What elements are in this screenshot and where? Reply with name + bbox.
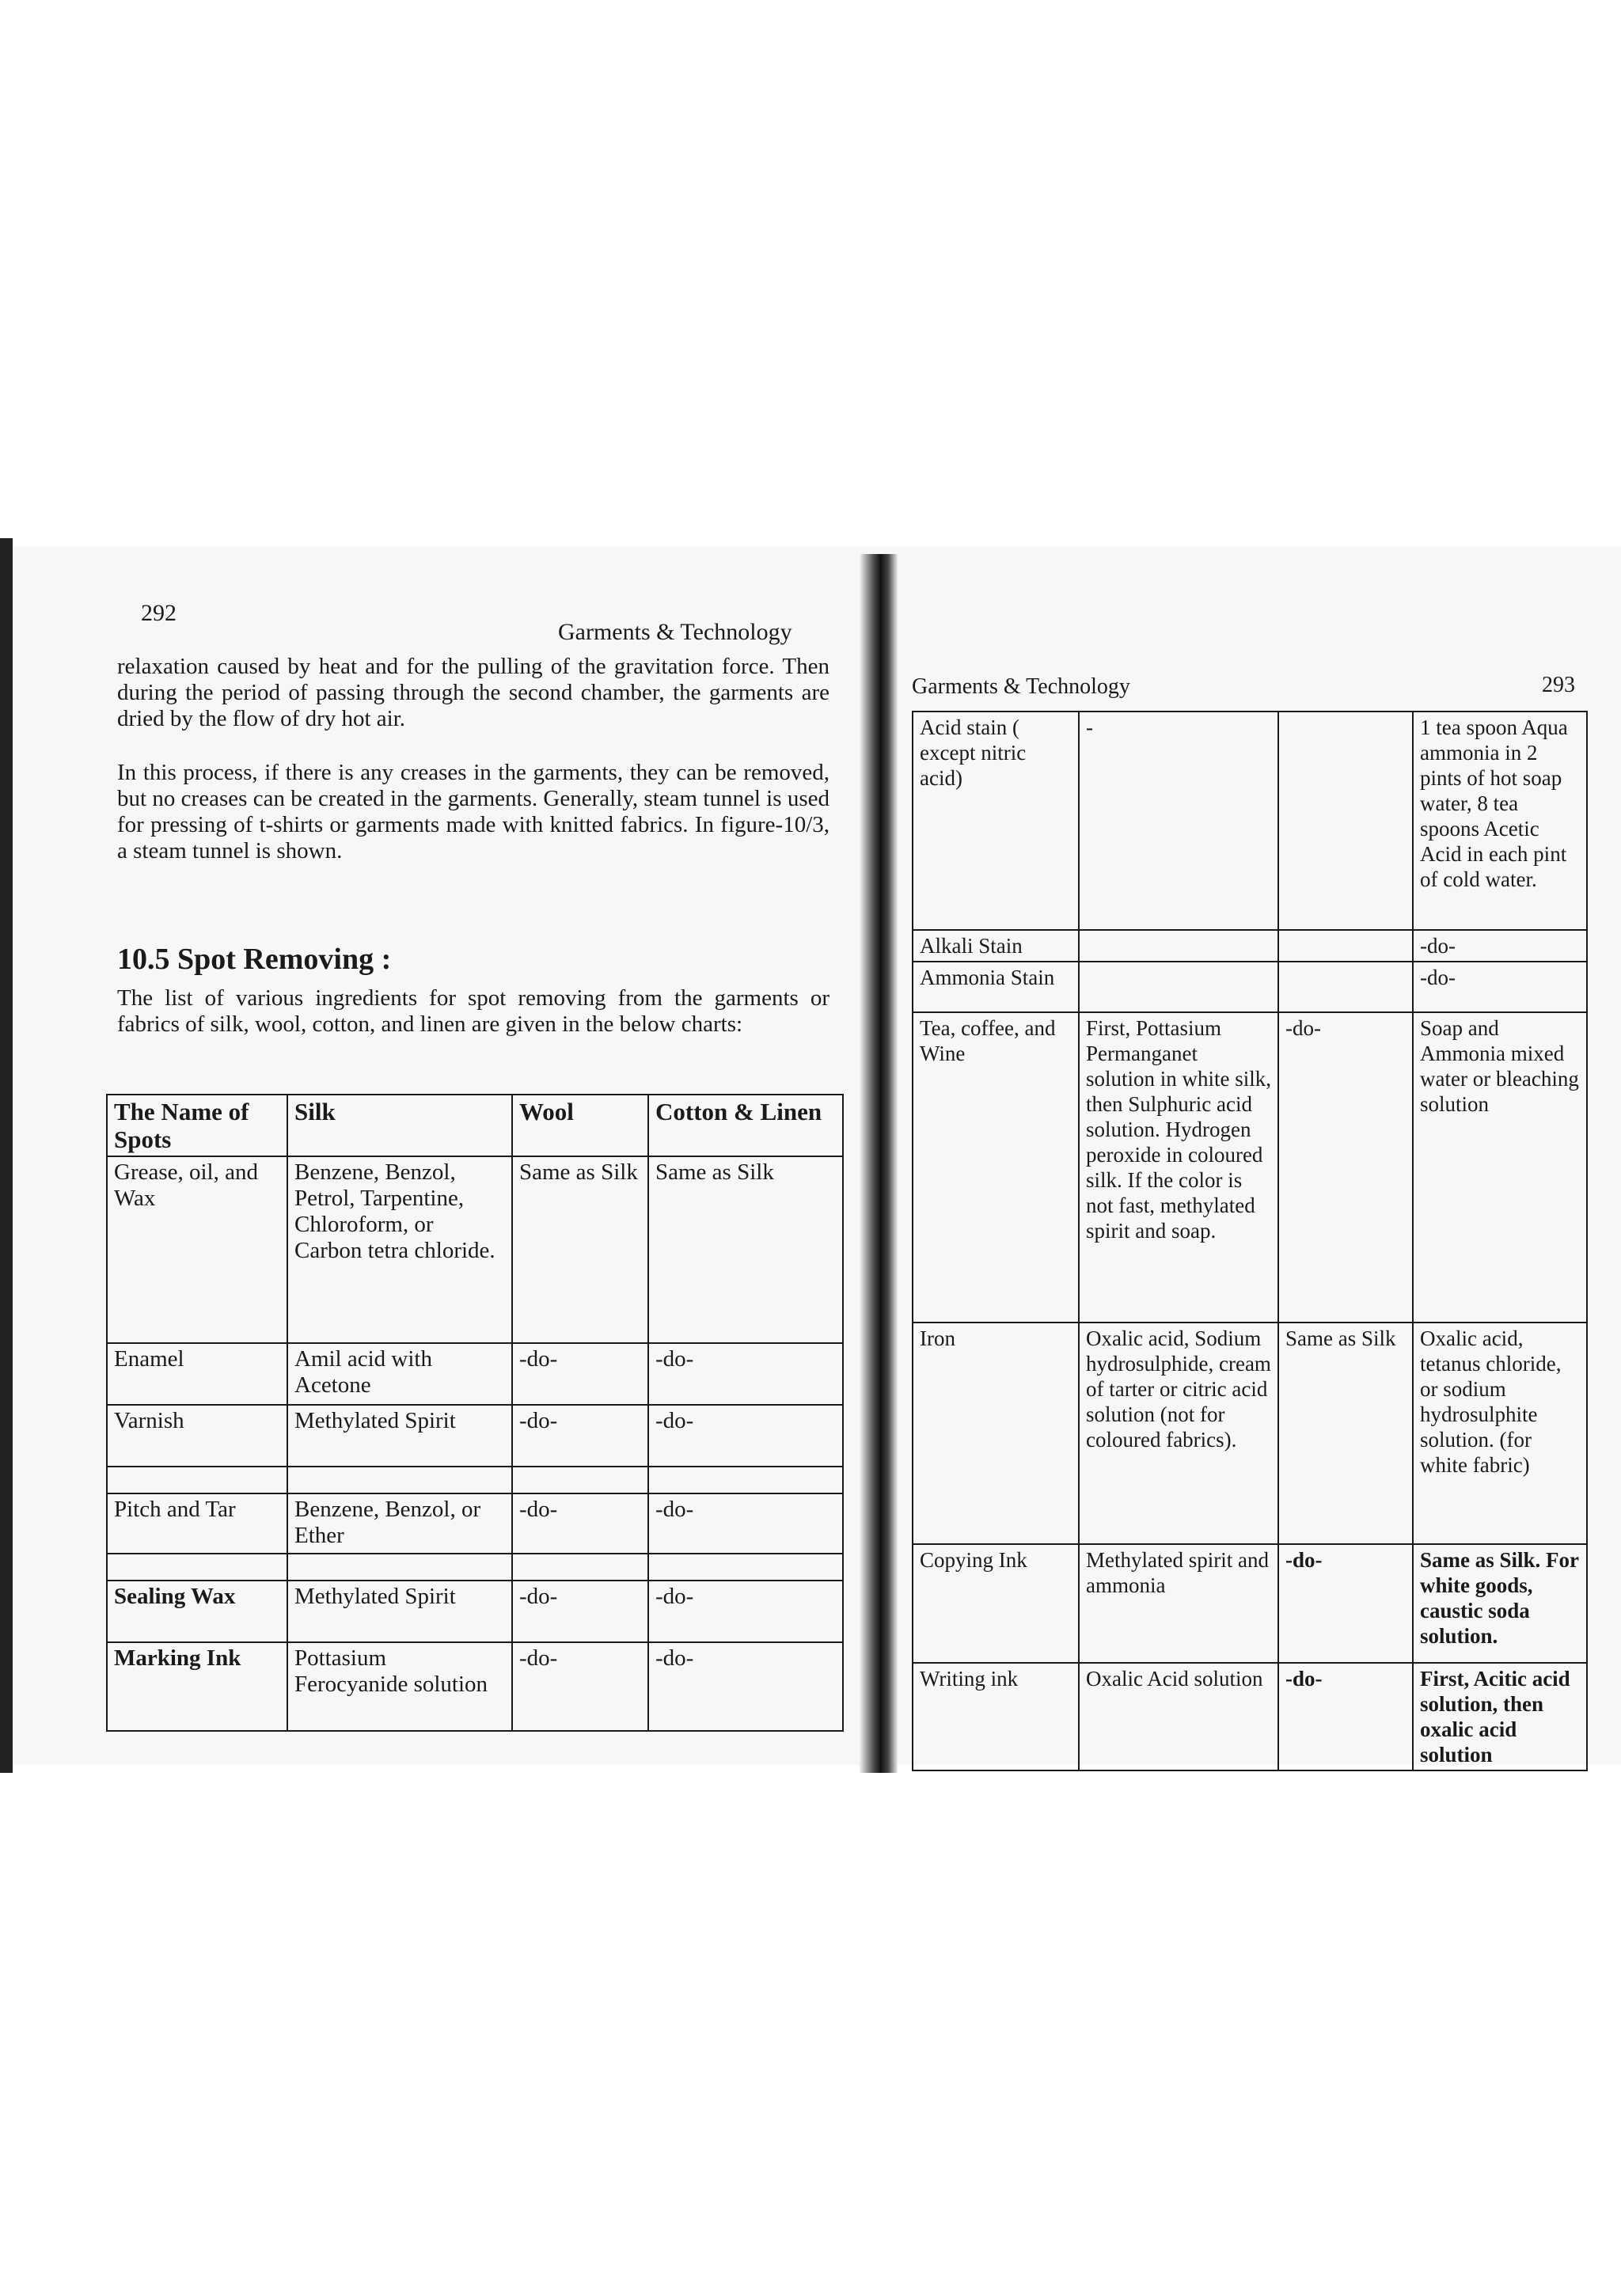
table-row	[913, 712, 1587, 930]
spot-name-cell: Copying Ink	[913, 1544, 1079, 1663]
cotton-remedy-cell: -do-	[648, 1642, 843, 1731]
cotton-remedy-cell: -do-	[1413, 962, 1587, 1012]
wool-remedy-cell: -do-	[1278, 1544, 1413, 1663]
silk-remedy-cell: Oxalic acid, Sodium hydrosulphide, cream of tarter or citric acid solution (not for coloured fabrics).	[1079, 1323, 1278, 1544]
wool-remedy-cell	[1278, 962, 1413, 1012]
cotton-remedy-cell: 1 tea spoon Aqua ammonia in 2 pints of hot soap water, 8 tea spoons Acetic Acid in each pint of cold water.	[1413, 712, 1587, 930]
table-row	[107, 1581, 843, 1642]
header-cotton-linen: Cotton & Linen	[648, 1095, 843, 1156]
cotton-remedy-cell: Same as Silk	[648, 1156, 843, 1343]
silk-remedy-cell: First, Pottasium Permanganet solution in white silk, then Sulphuric acid solution. Hydrogen peroxide in coloured silk. If the color is not fast, methylated spirit and soap.	[1079, 1012, 1278, 1323]
silk-remedy-cell	[1079, 930, 1278, 962]
spot-name-cell: Enamel	[107, 1343, 287, 1405]
table-row	[107, 1642, 843, 1731]
book-gutter	[860, 554, 898, 1773]
wool-remedy-cell: Same as Silk	[1278, 1323, 1413, 1544]
spot-name-cell: Acid stain ( except nitric acid)	[913, 712, 1079, 930]
spot-name-cell: Iron	[913, 1323, 1079, 1544]
silk-remedy-cell: Oxalic Acid solution	[1079, 1663, 1278, 1770]
table-row	[913, 1012, 1587, 1323]
spot-name-cell: Pitch and Tar	[107, 1493, 287, 1554]
cotton-remedy-cell: -do-	[648, 1493, 843, 1554]
wool-remedy-cell: -do-	[512, 1343, 648, 1405]
wool-remedy-cell: -do-	[512, 1581, 648, 1642]
cotton-remedy-cell: Soap and Ammonia mixed water or bleaching solution	[1413, 1012, 1587, 1323]
table-row-blank	[107, 1554, 843, 1581]
cotton-remedy-cell: -do-	[1413, 930, 1587, 962]
spot-name-cell: Varnish	[107, 1405, 287, 1467]
silk-remedy-cell: Methylated Spirit	[287, 1581, 512, 1642]
silk-remedy-cell: Benzene, Benzol, or Ether	[287, 1493, 512, 1554]
cotton-remedy-cell	[648, 1467, 843, 1493]
spot-removal-table-left	[106, 1094, 844, 1732]
silk-remedy-cell: -	[1079, 712, 1278, 930]
page-number-right: 293	[1542, 673, 1575, 697]
spot-name-cell: Ammonia Stain	[913, 962, 1079, 1012]
page-number-left: 292	[141, 600, 177, 626]
wool-remedy-cell: Same as Silk	[512, 1156, 648, 1343]
spot-name-cell: Sealing Wax	[107, 1581, 287, 1642]
running-head-left: Garments & Technology	[558, 619, 792, 645]
spot-name-cell: Alkali Stain	[913, 930, 1079, 962]
silk-remedy-cell	[1079, 962, 1278, 1012]
running-head-right: Garments & Technology	[912, 674, 1130, 699]
wool-remedy-cell: -do-	[512, 1642, 648, 1731]
silk-remedy-cell	[287, 1467, 512, 1493]
table-row	[913, 930, 1587, 962]
table-row	[913, 962, 1587, 1012]
table-row	[107, 1405, 843, 1467]
silk-remedy-cell: Methylated spirit and ammonia	[1079, 1544, 1278, 1663]
header-wool: Wool	[512, 1095, 648, 1156]
silk-remedy-cell	[287, 1554, 512, 1581]
spot-name-cell	[107, 1467, 287, 1493]
spot-name-cell	[107, 1554, 287, 1581]
silk-remedy-cell: Amil acid with Acetone	[287, 1343, 512, 1405]
header-spot-name: The Name of Spots	[107, 1095, 287, 1156]
paragraph-2: In this process, if there is any creases in the garments, they can be removed, but no creases can be created in the garments. Generally, steam tunnel is used for pressing of t-shirts or garments made with knitted fabrics. In figure-10/3, a steam tunnel is shown.	[117, 760, 829, 863]
cotton-remedy-cell: Same as Silk. For white goods, caustic soda solution.	[1413, 1544, 1587, 1663]
silk-remedy-cell: Methylated Spirit	[287, 1405, 512, 1467]
wool-remedy-cell: -do-	[1278, 1663, 1413, 1770]
wool-remedy-cell	[1278, 712, 1413, 930]
wool-remedy-cell: -do-	[512, 1493, 648, 1554]
cotton-remedy-cell: -do-	[648, 1405, 843, 1467]
table-row	[913, 1323, 1587, 1544]
wool-remedy-cell: -do-	[512, 1405, 648, 1467]
spot-name-cell: Marking Ink	[107, 1642, 287, 1731]
header-silk: Silk	[287, 1095, 512, 1156]
wool-remedy-cell	[512, 1467, 648, 1493]
cotton-remedy-cell: -do-	[648, 1343, 843, 1405]
table-header-row	[107, 1095, 843, 1156]
cotton-remedy-cell: Oxalic acid, tetanus chloride, or sodium hydrosulphite solution. (for white fabric)	[1413, 1323, 1587, 1544]
cotton-remedy-cell: First, Acitic acid solution, then oxalic acid solution	[1413, 1663, 1587, 1770]
silk-remedy-cell: Benzene, Benzol, Petrol, Tarpentine, Chloroform, or Carbon tetra chloride.	[287, 1156, 512, 1343]
wool-remedy-cell: -do-	[1278, 1012, 1413, 1323]
table-row-blank	[107, 1467, 843, 1493]
paragraph-1: relaxation caused by heat and for the pulling of the gravitation force. Then during the period of passing through the second chamber, the garments are dried by the flow of dry hot air.	[117, 654, 829, 731]
table-row	[107, 1156, 843, 1343]
table-row	[107, 1493, 843, 1554]
page-edge-shadow	[0, 538, 13, 1773]
section-intro: The list of various ingredients for spot removing from the garments or fabrics of silk, wool, cotton, and linen are given in the below charts:	[117, 985, 829, 1037]
spot-name-cell: Tea, coffee, and Wine	[913, 1012, 1079, 1323]
cotton-remedy-cell: -do-	[648, 1581, 843, 1642]
spot-removal-table-right	[912, 711, 1588, 1771]
spot-name-cell: Grease, oil, and Wax	[107, 1156, 287, 1343]
spot-name-cell: Writing ink	[913, 1663, 1079, 1770]
wool-remedy-cell	[1278, 930, 1413, 962]
section-heading: 10.5 Spot Removing :	[117, 943, 392, 976]
table-row	[913, 1544, 1587, 1663]
wool-remedy-cell	[512, 1554, 648, 1581]
table-row	[913, 1663, 1587, 1770]
silk-remedy-cell: Pottasium Ferocyanide solution	[287, 1642, 512, 1731]
cotton-remedy-cell	[648, 1554, 843, 1581]
table-row	[107, 1343, 843, 1405]
